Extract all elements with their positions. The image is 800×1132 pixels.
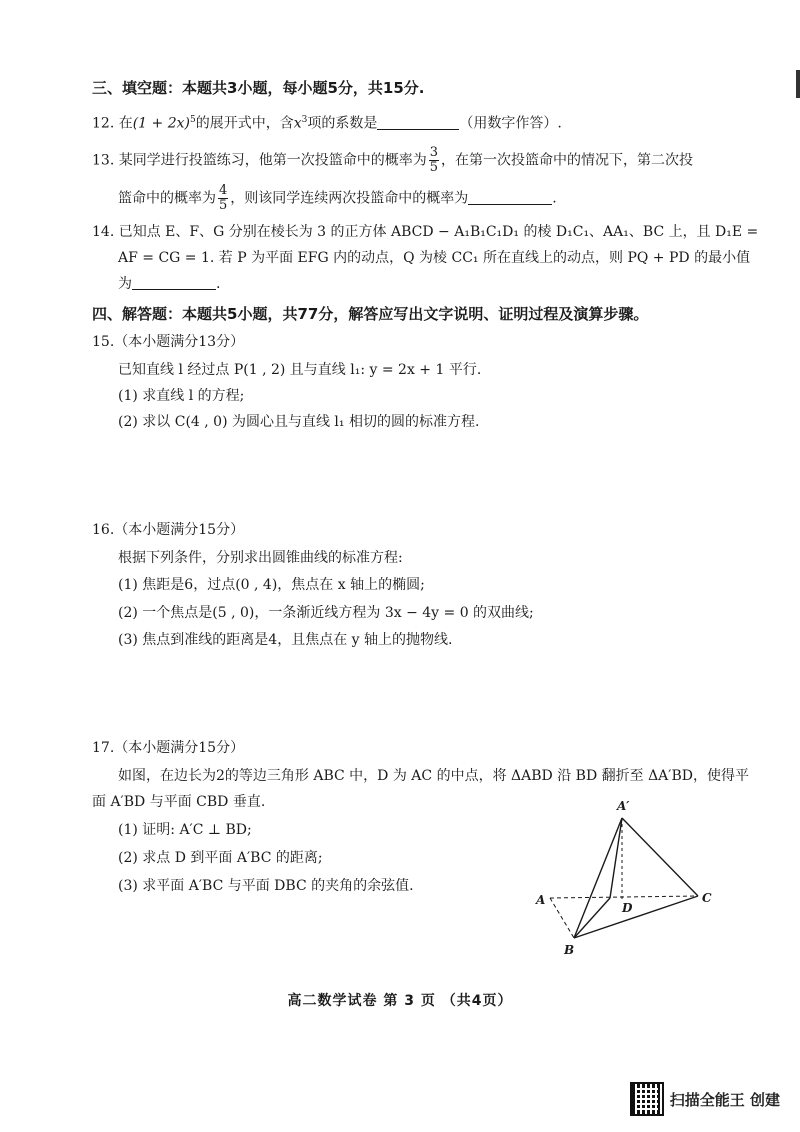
question-13-line-1: [92, 146, 693, 175]
q14-text-a: 为: [118, 276, 132, 292]
question-17-stem-1: 如图，在边长为2的等边三角形 ABC 中，D 为 AC 的中点，将 ΔABD 沿 BD 翻折至 ΔA′BD，使得平: [118, 768, 749, 784]
label-a: A: [536, 893, 546, 907]
q13-text-d: ，则该同学连续两次投篮命中的概率为: [230, 190, 469, 207]
question-16-part-1: (1) 焦距是6，过点(0 , 4)，焦点在 x 轴上的椭圆;: [118, 577, 425, 593]
q13-frac2-num: 4: [219, 183, 228, 198]
question-16-title: 16.（本小题满分15分）: [92, 522, 245, 538]
folded-triangle-figure: [530, 790, 730, 960]
question-17-part-1: (1) 证明: A′C ⊥ BD;: [118, 822, 252, 838]
edge-a-prime-b: [574, 818, 622, 938]
question-17-part-2: (2) 求点 D 到平面 A′BC 的距离;: [118, 850, 323, 866]
q12-suffix-b: （用数字作答）.: [459, 115, 562, 132]
section-3-heading: 三、填空题：本题共3小题，每小题5分，共15分.: [92, 79, 425, 97]
question-15-part-2: (2) 求以 C(4 , 0) 为圆心且与直线 l₁ 相切的圆的标准方程.: [118, 414, 480, 430]
q13-answer-blank[interactable]: [468, 190, 552, 205]
question-16-stem: 根据下列条件，分别求出圆锥曲线的标准方程:: [118, 550, 403, 566]
label-b: B: [564, 943, 575, 957]
edge-a-prime-d: [610, 818, 622, 898]
question-16-part-3: (3) 焦点到准线的距离是4，且焦点在 y 轴上的抛物线.: [118, 632, 453, 648]
question-17-part-3: (3) 求平面 A′BC 与平面 DBC 的夹角的余弦值.: [118, 878, 414, 894]
q12-suffix-a: 项的系数是: [307, 115, 378, 132]
q14-answer-blank[interactable]: [132, 275, 216, 290]
scanner-watermark: [630, 1082, 780, 1116]
q13-frac1-den: 5: [429, 160, 438, 175]
label-d: D: [622, 901, 633, 915]
watermark-text: 扫描全能王 创建: [669, 1090, 780, 1109]
q14-text-b: .: [216, 276, 221, 292]
q12-term-exp: 3: [301, 115, 308, 125]
q13-text-a: 13. 某同学进行投篮练习，他第一次投篮命中的概率为: [92, 152, 427, 169]
label-a-prime: A′: [617, 799, 630, 813]
question-14-line-1: 14. 已知点 E、F、G 分别在棱长为 3 的正方体 ABCD − A₁B₁C₁D₁ 的棱 D₁C₁、AA₁、BC 上，且 D₁E =: [92, 224, 759, 240]
q12-mid: 的展开式中，含: [195, 115, 294, 132]
q13-frac1-num: 3: [429, 145, 438, 160]
question-16-part-2: (2) 一个焦点是(5 , 0)，一条渐近线方程为 3x − 4y = 0 的双曲线;: [118, 605, 534, 621]
qr-code-icon: [630, 1082, 664, 1116]
q13-frac2-den: 5: [219, 198, 228, 213]
question-12: [92, 110, 562, 134]
question-13-line-2: [118, 184, 557, 213]
q12-prefix: 12. 在: [92, 115, 133, 132]
question-17-stem-2: 面 A′BD 与平面 CBD 垂直.: [92, 794, 266, 810]
question-17-title: 17.（本小题满分15分）: [92, 740, 245, 756]
question-14-line-2: AF = CG = 1. 若 P 为平面 EFG 内的动点，Q 为棱 CC₁ 所在直线上的动点，则 PQ + PD 的最小值: [118, 250, 751, 266]
q13-fraction-2: [218, 184, 228, 213]
question-15-stem: 已知直线 l 经过点 P(1 , 2) 且与直线 l₁: y = 2x + 1 平行.: [118, 362, 482, 378]
label-c: C: [702, 891, 712, 905]
q12-answer-blank[interactable]: [377, 115, 459, 130]
edge-a-b-dashed: [550, 898, 574, 938]
q12-term: x: [293, 115, 302, 132]
q13-text-e: .: [552, 190, 557, 207]
page-edge-mark: [796, 70, 800, 98]
question-15-part-1: (1) 求直线 l 的方程;: [118, 388, 245, 404]
q12-exp: 5: [189, 115, 196, 125]
edge-a-prime-c: [622, 818, 698, 896]
page-footer: 高二数学试卷 第 3 页 （共4页）: [287, 993, 513, 1009]
edge-a-c-dashed: [550, 896, 698, 898]
question-14-line-3: [118, 274, 220, 294]
q13-text-b: ，在第一次投篮命中的情况下，第二次投: [441, 152, 693, 169]
section-4-heading: 四、解答题：本题共5小题，共77分，解答应写出文字说明、证明过程及演算步骤。: [92, 305, 649, 323]
q12-expr: (1 + 2x): [132, 115, 190, 132]
question-15-title: 15.（本小题满分13分）: [92, 334, 245, 350]
q13-fraction-1: [429, 146, 439, 175]
q13-text-c: 篮命中的概率为: [118, 190, 216, 207]
